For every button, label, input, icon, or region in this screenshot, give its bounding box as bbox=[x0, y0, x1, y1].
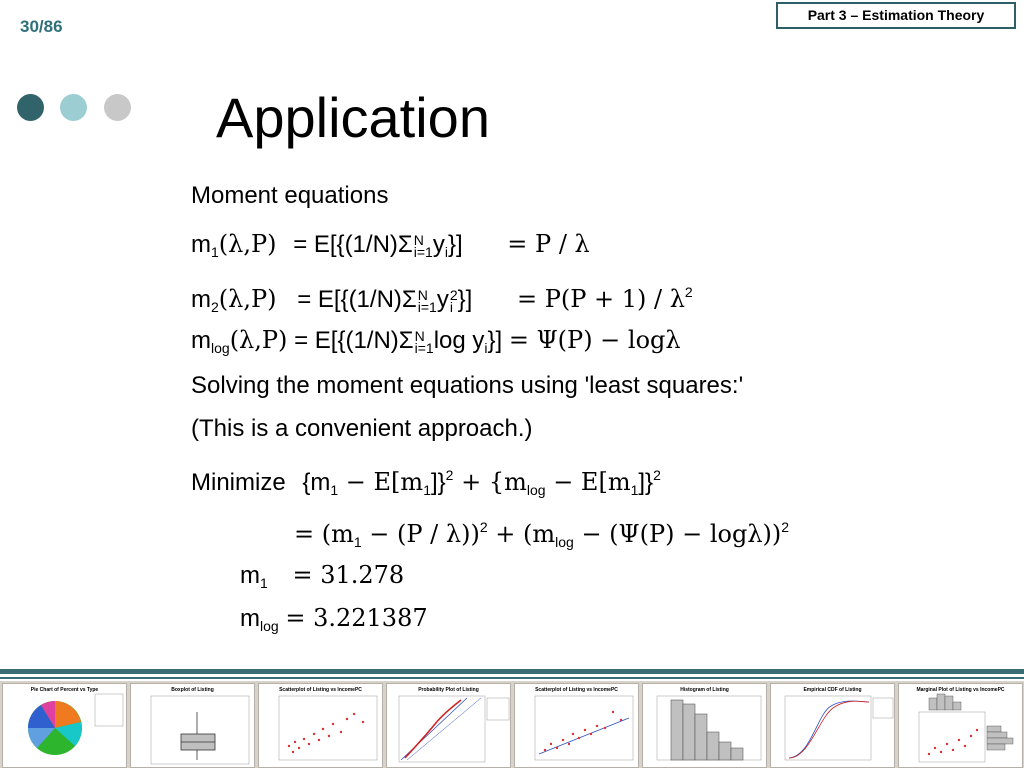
thumb-title: Probability Plot of Listing bbox=[418, 687, 479, 693]
eq3-sum-bot: i=1 bbox=[414, 339, 434, 356]
eq3-result: = Ψ(P) − logλ bbox=[508, 326, 681, 354]
min-sup2: 2 bbox=[653, 467, 661, 483]
eq3-term: log y bbox=[433, 327, 485, 354]
eq3-args: (λ,P) bbox=[229, 326, 288, 354]
m1-m: m bbox=[240, 562, 260, 589]
exp-sup2: 2 bbox=[781, 519, 790, 535]
thumb-empirical-cdf bbox=[770, 683, 895, 768]
decor-dot-gray bbox=[104, 94, 131, 121]
expanded-expression bbox=[294, 512, 789, 557]
eq1-sum-bot: i=1 bbox=[413, 243, 433, 260]
footer-bar-thick bbox=[0, 669, 1024, 674]
min-p5: − E[m bbox=[545, 468, 631, 496]
thumb-pie-chart bbox=[2, 683, 127, 768]
mlog-value bbox=[240, 603, 428, 641]
pie-chart-graphic bbox=[3, 684, 127, 768]
eq2-term-sub: i bbox=[449, 298, 453, 315]
m1-value bbox=[240, 560, 404, 598]
eq2-term-scripts bbox=[449, 286, 458, 315]
eq1-rhs: = E[{(1/N)Σ bbox=[293, 231, 413, 258]
eq2-m-sub: 2 bbox=[211, 299, 219, 315]
min-sup1: 2 bbox=[445, 467, 454, 483]
thumb-title: Histogram of Listing bbox=[680, 687, 729, 693]
page-number: 30/86 bbox=[20, 17, 63, 36]
exp-s1: 1 bbox=[353, 534, 362, 550]
equation-mlog bbox=[191, 325, 681, 363]
part-label: Part 3 – Estimation Theory bbox=[776, 2, 1016, 29]
min-s2: 1 bbox=[423, 482, 431, 498]
thumb-title: Marginal Plot of Listing vs IncomePC bbox=[916, 687, 1005, 693]
min-p3: ]} bbox=[430, 469, 446, 496]
eq1-term-sub: i bbox=[444, 244, 448, 260]
mlog-m: m bbox=[240, 605, 260, 632]
equation-m1 bbox=[191, 229, 590, 267]
footer-bar-thin bbox=[0, 677, 1024, 679]
eq3-sum-top: N bbox=[414, 327, 425, 344]
slide-title: Application bbox=[216, 86, 490, 149]
thumb-title: Pie Chart of Percent vs Type bbox=[30, 687, 99, 693]
eq1-result: = P / λ bbox=[507, 230, 590, 258]
exp-p3: + (m bbox=[487, 520, 556, 548]
histogram-graphic bbox=[643, 684, 767, 768]
eq2-rhs: = E[{(1/N)Σ bbox=[297, 286, 417, 313]
boxplot-graphic bbox=[131, 684, 255, 768]
m1-sub: 1 bbox=[260, 575, 268, 591]
eq3-term-sub: i bbox=[484, 340, 488, 356]
eq3-limits bbox=[414, 327, 434, 356]
eq2-args: (λ,P) bbox=[218, 285, 277, 313]
decor-dot-dark bbox=[17, 94, 44, 121]
mlog-sub: log bbox=[260, 618, 279, 634]
cdf-graphic bbox=[771, 684, 895, 768]
moment-heading: Moment equations bbox=[191, 182, 389, 209]
thumb-probability-plot bbox=[386, 683, 511, 768]
eq2-result-sup: 2 bbox=[684, 284, 693, 300]
min-s1: 1 bbox=[330, 482, 339, 498]
min-p1: {m bbox=[302, 469, 331, 496]
thumb-title: Empirical CDF of Listing bbox=[803, 687, 862, 693]
eq2-close: }] bbox=[457, 286, 473, 313]
thumb-title: Scatterplot of Listing vs IncomePC bbox=[535, 687, 618, 693]
eq2-term-sup: 2 bbox=[449, 286, 458, 303]
marginal-graphic bbox=[899, 684, 1023, 768]
eq1-sum-top: N bbox=[413, 231, 424, 248]
minimize-label: Minimize bbox=[191, 469, 286, 496]
eq1-close: }] bbox=[447, 231, 463, 258]
convenient-text: (This is a convenient approach.) bbox=[191, 415, 533, 442]
decor-dot-light bbox=[60, 94, 87, 121]
thumb-title: Scatterplot of Listing vs IncomePC bbox=[279, 687, 362, 693]
min-s3: log bbox=[526, 482, 546, 498]
eq1-term: y bbox=[432, 231, 445, 258]
thumb-scatterplot-2 bbox=[514, 683, 639, 768]
exp-s2: log bbox=[555, 534, 574, 550]
eq1-m-sub: 1 bbox=[211, 244, 219, 260]
exp-sup1: 2 bbox=[479, 519, 488, 535]
eq2-sum-bot: i=1 bbox=[417, 298, 437, 315]
thumb-boxplot bbox=[130, 683, 255, 768]
mlog-val: = 3.221387 bbox=[285, 604, 428, 632]
eq3-close: }] bbox=[487, 327, 503, 354]
min-p2: − E[m bbox=[338, 468, 424, 496]
eq1-m: m bbox=[191, 231, 211, 258]
m1-val: = 31.278 bbox=[292, 561, 405, 589]
minimize-expression bbox=[191, 460, 661, 505]
eq2-term: y bbox=[436, 286, 449, 313]
exp-p4: − (Ψ(P) − logλ)) bbox=[573, 520, 782, 548]
eq3-m: m bbox=[191, 327, 211, 354]
exp-p2: − (P / λ)) bbox=[361, 520, 480, 548]
thumb-title: Boxplot of Listing bbox=[171, 687, 214, 693]
scatter-graphic-1 bbox=[259, 684, 383, 768]
eq1-limits bbox=[413, 231, 433, 260]
equation-m2 bbox=[191, 277, 693, 322]
probability-graphic bbox=[387, 684, 511, 768]
min-s4: 1 bbox=[630, 482, 639, 498]
min-p4: + {m bbox=[453, 468, 527, 496]
eq2-result: = P(P + 1) / λ bbox=[516, 285, 685, 313]
thumb-histogram bbox=[642, 683, 767, 768]
eq2-sum-top: N bbox=[417, 286, 428, 303]
solving-text: Solving the moment equations using 'least squares:' bbox=[191, 372, 744, 399]
eq1-args: (λ,P) bbox=[218, 230, 277, 258]
exp-p1: = (m bbox=[294, 520, 354, 548]
thumb-marginal-plot bbox=[898, 683, 1023, 768]
min-p6: ]} bbox=[638, 469, 654, 496]
eq3-rhs: = E[{(1/N)Σ bbox=[294, 327, 414, 354]
scatter-graphic-2 bbox=[515, 684, 639, 768]
eq2-limits bbox=[417, 286, 437, 315]
thumb-scatterplot-1 bbox=[258, 683, 383, 768]
eq3-m-sub: log bbox=[211, 340, 230, 356]
eq2-m: m bbox=[191, 286, 211, 313]
